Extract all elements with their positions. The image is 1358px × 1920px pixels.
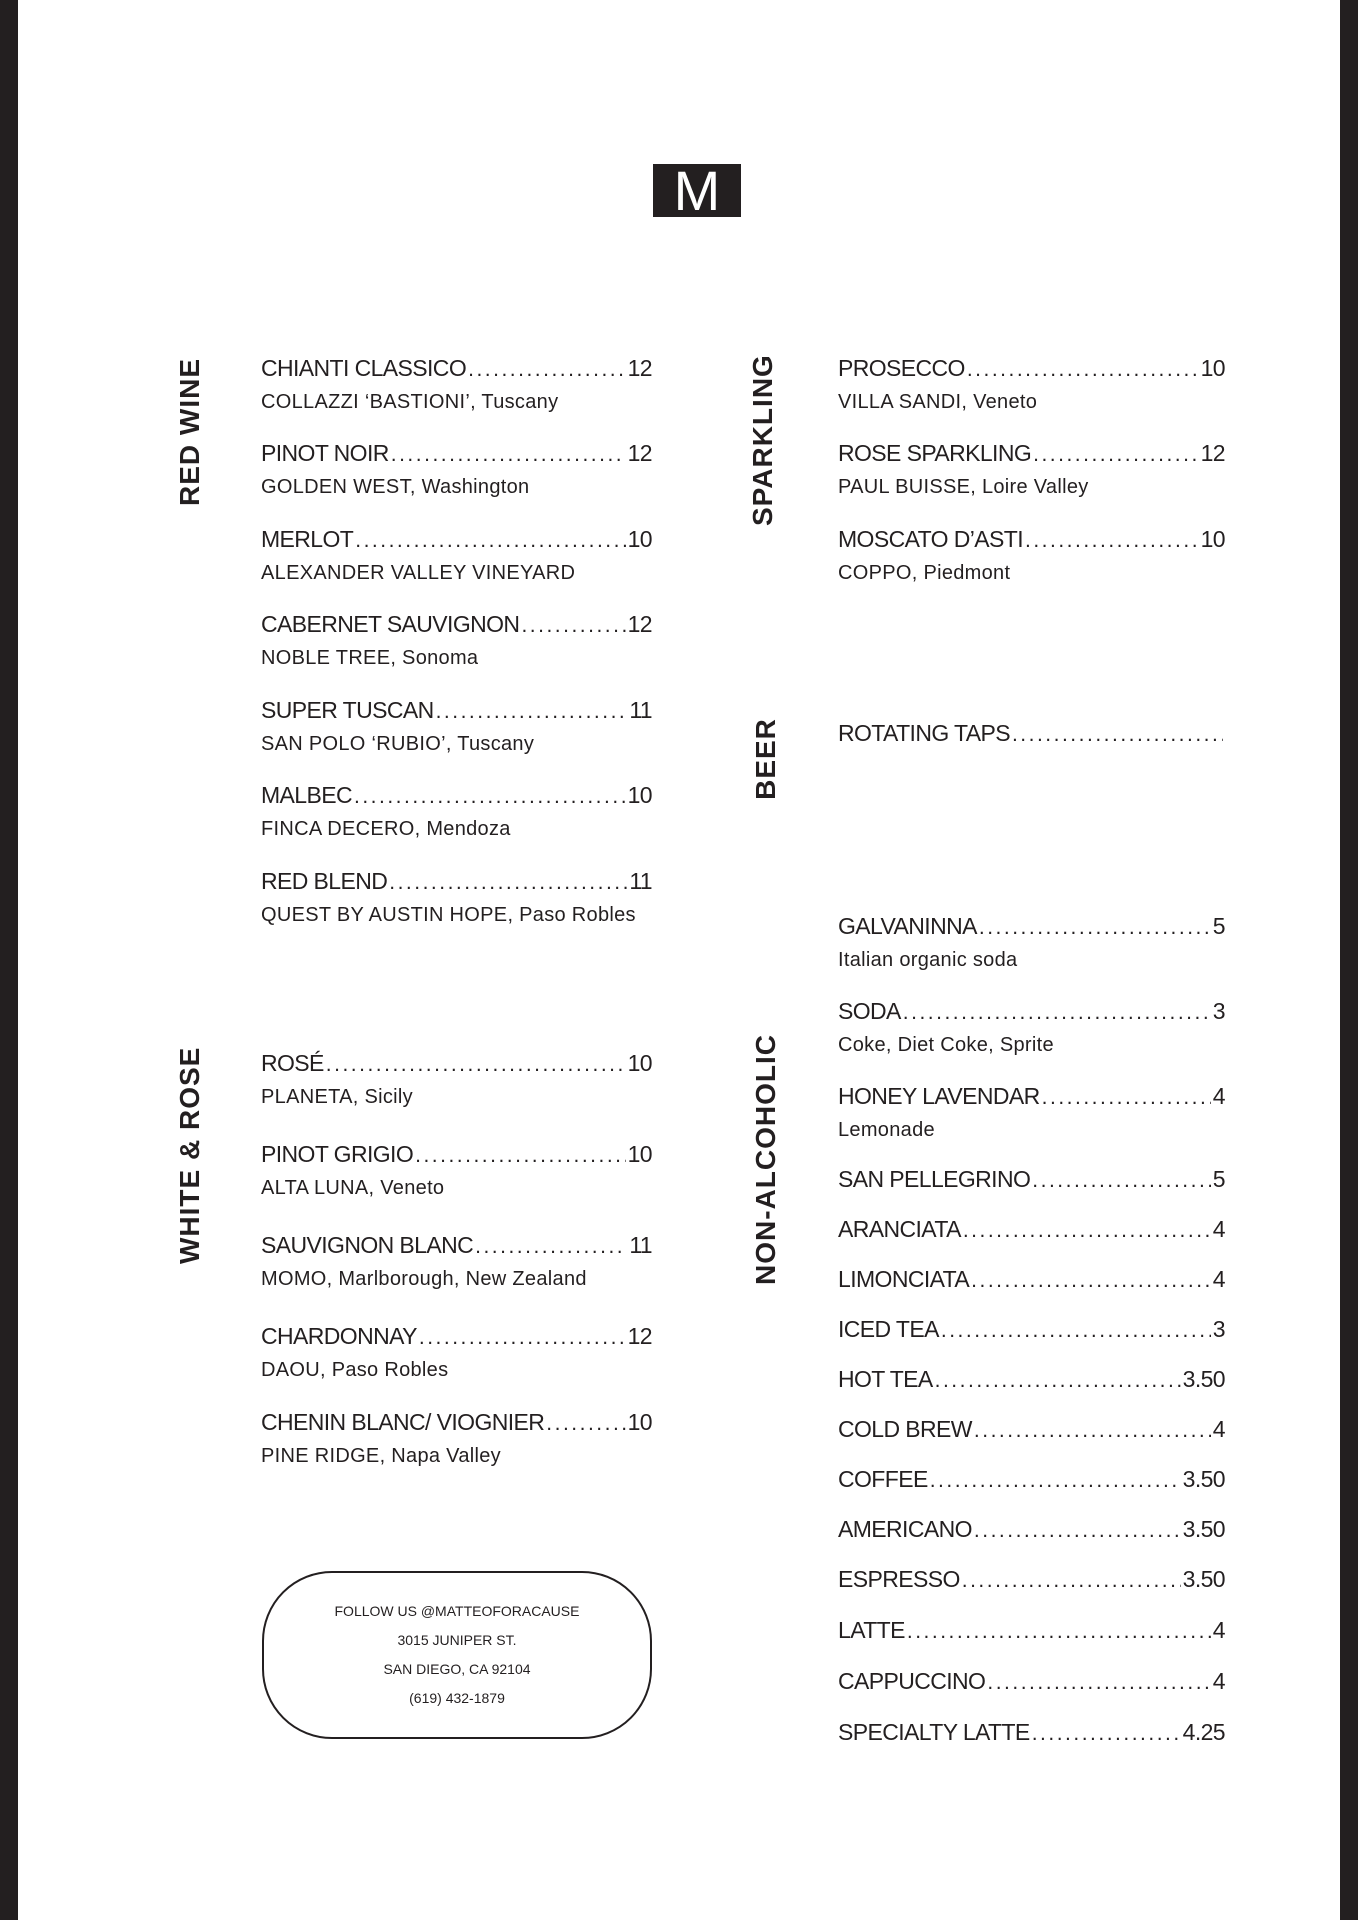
dot-leader [326,1054,626,1075]
category-white-rose: WHITE & ROSE [174,1046,205,1264]
menu-item [838,442,1225,497]
item-price: 3 [1212,998,1225,1024]
menu-item [261,1143,652,1198]
menu-item [261,699,652,754]
item-price: 4 [1212,1216,1225,1242]
dot-leader [907,1621,1211,1642]
item-name: SODA [838,998,901,1024]
item-description: ALTA LUNA, Veneto [261,1177,445,1199]
dot-leader [354,786,626,807]
item-description: PAUL BUISSE, Loire Valley [838,476,1089,498]
dot-leader [935,1370,1181,1391]
dot-leader [962,1570,1181,1591]
phone-number: (619) 432-1879 [409,1690,505,1706]
city-state-zip: SAN DIEGO, CA 92104 [383,1661,531,1677]
item-description: GOLDEN WEST, Washington [261,476,530,498]
item-name: CHENIN BLANC/ VIOGNIER [261,1409,545,1435]
dot-leader [987,1672,1210,1693]
item-price: 12 [1200,440,1225,466]
category-beer: BEER [750,718,781,800]
item-name: ARANCIATA [838,1216,961,1242]
item-name: SAUVIGNON BLANC [261,1232,474,1258]
dot-leader [468,359,626,380]
item-price: 3.50 [1182,1516,1225,1542]
dot-leader [930,1470,1181,1491]
dot-leader [903,1002,1211,1023]
item-description: ALEXANDER VALLEY VINEYARD [261,562,576,584]
category-red-wine: RED WINE [174,358,205,506]
menu-item [261,613,652,668]
dot-leader [355,530,625,551]
item-name: GALVANINNA [838,913,977,939]
dot-leader [521,615,625,636]
dot-leader [971,1270,1211,1291]
menu-item [261,357,652,412]
menu-item [838,1619,1225,1642]
item-name: PINOT GRIGIO [261,1141,414,1167]
contact-info-box [262,1571,652,1739]
item-description: QUEST BY AUSTIN HOPE, Paso Robles [261,904,636,926]
menu-item [261,528,652,583]
menu-item [261,1411,652,1466]
dot-leader [941,1320,1211,1341]
item-description: FINCA DECERO, Mendoza [261,818,511,840]
dot-leader [974,1420,1211,1441]
item-name: SUPER TUSCAN [261,697,434,723]
item-price: 11 [629,697,652,723]
item-name: LIMONCIATA [838,1266,970,1292]
item-price: 10 [1200,355,1225,381]
item-price: 4.25 [1182,1719,1225,1745]
item-name: ROSÉ [261,1050,324,1076]
item-price: 3.50 [1182,1366,1225,1392]
dot-leader [1025,530,1199,551]
item-name: MERLOT [261,526,354,552]
item-name: ROTATING TAPS [838,720,1010,746]
menu-item [838,1418,1225,1441]
menu-item [838,1318,1225,1341]
item-price: 12 [627,355,652,381]
dot-leader [436,701,628,722]
menu-item [838,1268,1225,1291]
item-description: Lemonade [838,1119,935,1141]
item-price: 5 [1212,1166,1225,1192]
menu-item [838,1085,1225,1140]
item-name: SPECIALTY LATTE [838,1719,1030,1745]
dot-leader [974,1520,1181,1541]
category-sparkling: SPARKLING [747,354,778,526]
item-price: 10 [627,1141,652,1167]
dot-leader [1033,444,1198,465]
item-price: 5 [1212,913,1225,939]
item-description: Italian organic soda [838,949,1018,971]
dot-leader [546,1413,625,1434]
item-price: 10 [627,1409,652,1435]
dot-leader [415,1145,625,1166]
item-price: 4 [1212,1617,1225,1643]
item-price: 11 [629,1232,652,1258]
item-name: ESPRESSO [838,1566,960,1592]
item-name: RED BLEND [261,868,388,894]
item-price: 11 [629,868,652,894]
dot-leader [967,359,1199,380]
menu-item [261,1052,652,1107]
item-price: 4 [1212,1083,1225,1109]
dot-leader [1032,1170,1211,1191]
item-name: HOT TEA [838,1366,933,1392]
dot-leader [419,1327,626,1348]
item-price: 10 [627,526,652,552]
menu-item [261,1234,652,1289]
menu-item [838,1468,1225,1491]
menu-item [838,1218,1225,1241]
dot-leader [979,917,1211,938]
menu-item [261,870,652,925]
menu-item [261,1325,652,1380]
dot-leader [963,1220,1211,1241]
item-price: 10 [627,1050,652,1076]
category-non-alcoholic: NON-ALCOHOLIC [750,1034,781,1285]
item-price: 4 [1212,1266,1225,1292]
item-description: MOMO, Marlborough, New Zealand [261,1268,587,1290]
item-name: CAPPUCCINO [838,1668,986,1694]
item-name: MOSCATO D’ASTI [838,526,1023,552]
item-name: AMERICANO [838,1516,972,1542]
item-description: VILLA SANDI, Veneto [838,391,1038,413]
item-description: PINE RIDGE, Napa Valley [261,1445,501,1467]
menu-item [838,1000,1225,1055]
item-description: SAN POLO ‘RUBIO’, Tuscany [261,733,535,755]
item-name: MALBEC [261,782,352,808]
item-price: 4 [1212,1416,1225,1442]
menu-item [838,1670,1225,1693]
item-price: 10 [1200,526,1225,552]
item-description: COPPO, Piedmont [838,562,1011,584]
item-name: SAN PELLEGRINO [838,1166,1031,1192]
item-name: PINOT NOIR [261,440,389,466]
menu-item [838,1168,1225,1191]
menu-item [261,784,652,839]
dot-leader [1012,724,1223,745]
social-handle: FOLLOW US @MATTEOFORACAUSE [334,1603,580,1619]
street-address: 3015 JUNIPER ST. [397,1632,517,1648]
item-name: CABERNET SAUVIGNON [261,611,520,637]
menu-item [838,915,1225,970]
item-description: PLANETA, Sicily [261,1086,413,1108]
item-name: COLD BREW [838,1416,972,1442]
dot-leader [475,1236,627,1257]
logo: M [653,164,741,217]
item-price: 12 [627,1323,652,1349]
menu-item [261,442,652,497]
item-name: CHIANTI CLASSICO [261,355,467,381]
item-name: LATTE [838,1617,905,1643]
item-description: NOBLE TREE, Sonoma [261,647,479,669]
menu-item [838,1721,1225,1744]
item-price: 3.50 [1182,1466,1225,1492]
item-price: 4 [1212,1668,1225,1694]
item-price: 12 [627,611,652,637]
item-description: DAOU, Paso Robles [261,1359,449,1381]
item-name: COFFEE [838,1466,928,1492]
item-price: 10 [627,782,652,808]
item-description: COLLAZZI ‘BASTIONI’, Tuscany [261,391,559,413]
dot-leader [389,872,627,893]
menu-item [838,357,1225,412]
menu-item [838,1518,1225,1541]
menu-item [838,1368,1225,1391]
item-price: 3.50 [1182,1566,1225,1592]
item-price: 12 [627,440,652,466]
menu-item [838,528,1225,583]
dot-leader [391,444,626,465]
menu-item [838,1568,1225,1591]
item-name: ICED TEA [838,1316,939,1342]
menu-item [838,722,1225,745]
menu-page [18,0,1340,1920]
item-name: CHARDONNAY [261,1323,417,1349]
dot-leader [1042,1087,1211,1108]
item-price: 3 [1212,1316,1225,1342]
item-description: Coke, Diet Coke, Sprite [838,1034,1054,1056]
item-name: HONEY LAVENDAR [838,1083,1040,1109]
item-name: PROSECCO [838,355,965,381]
item-name: ROSE SPARKLING [838,440,1032,466]
dot-leader [1032,1723,1181,1744]
